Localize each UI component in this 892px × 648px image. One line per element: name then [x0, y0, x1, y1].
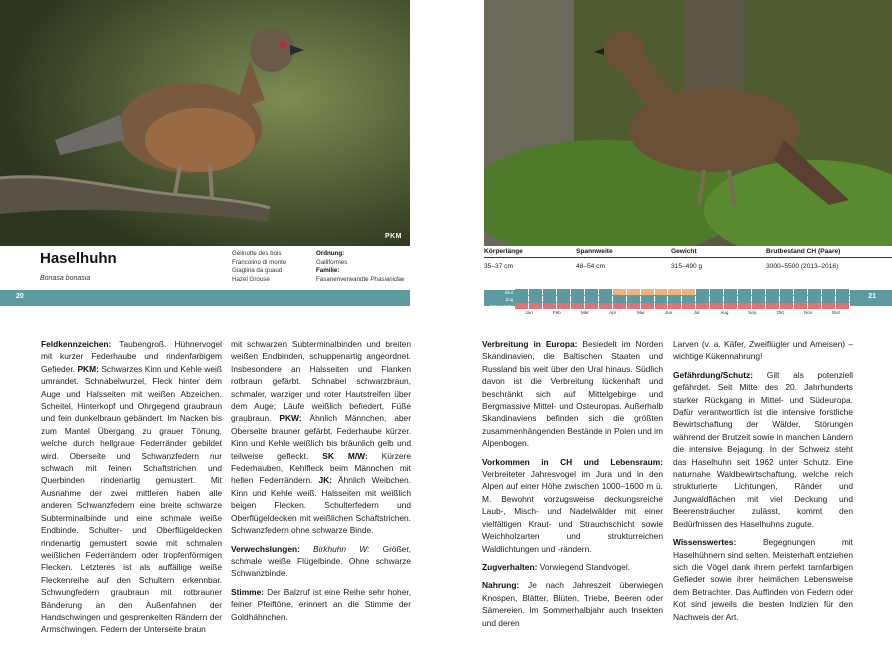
calendar-cell — [752, 289, 766, 295]
stats-value: 3000–5500 (2013–2016) — [766, 263, 839, 270]
calendar-cell — [655, 303, 669, 309]
calendar-month: Apr — [609, 310, 617, 315]
calendar-cell — [696, 303, 710, 309]
calendar-cell — [682, 289, 696, 295]
calendar-row-brut — [484, 289, 850, 295]
calendar-cell — [780, 303, 794, 309]
calendar-cell — [543, 303, 557, 309]
paragraph-label: Zugverhalten: — [482, 561, 538, 572]
calendar-cell — [794, 296, 808, 302]
calendar-cell — [696, 296, 710, 302]
paragraph-text: Taubengroß. Hühnervogel mit kurzer Federhaube und rindenfarbigem Gefieder. — [41, 339, 222, 374]
calendar-month: Jan — [525, 310, 533, 315]
calendar-cell — [822, 289, 836, 295]
paragraph-text: Kürzere Federhauben, Kehlfleck beim Männchen mit hellen Federrändern. — [231, 450, 411, 486]
calendar-cell — [710, 303, 724, 309]
text-column-left-2 — [231, 338, 411, 629]
calendar-cell — [668, 289, 682, 295]
calendar-cell — [627, 289, 641, 295]
paragraph-text: Der Balzruf ist eine Reihe sehr hoher, feiner Pfeiftöne, erinnert an die Stimme der Goldhähnchen. — [231, 586, 411, 622]
calendar-cell — [571, 289, 585, 295]
calendar-cell — [515, 303, 529, 309]
calendar-cells — [515, 289, 850, 295]
stats-header: Spannweite — [576, 248, 613, 255]
calendar-cell — [836, 296, 850, 302]
calendar-month: Aug — [720, 310, 729, 315]
calendar-month: Sep — [748, 310, 757, 315]
paragraph-label: Feldkennzeichen: — [41, 339, 112, 349]
calendar-cell — [724, 303, 738, 309]
taxonomy-block — [316, 250, 404, 284]
paragraph — [482, 456, 663, 555]
text-column-right-2 — [673, 338, 853, 629]
bird-illustration — [0, 0, 410, 246]
stats-header: Gewicht — [671, 248, 697, 255]
calendar-cell — [585, 289, 599, 295]
species-latin-name: Bonasa bonasia — [40, 275, 91, 282]
stats-value: 48–54 cm — [576, 263, 605, 270]
calendar-cell — [599, 296, 613, 302]
calendar-cell — [655, 296, 669, 302]
paragraph-label: Gefährdung/Schutz: — [673, 369, 754, 380]
calendar-cell — [557, 296, 571, 302]
paragraph-text: mit schwarzen Subterminalbinden und breiten weißen Endbinden, schuppenartig angeordnet. Insbesondere an Halsseiten und Flanken rotbraun gefärbt. Schnabel schwarzbraun, schmaler, warziger und roter Hautstreifen über dem Auge; Läufe weißlich befiedert, Füße graubraun. — [231, 339, 411, 424]
paragraph-text: Gilt als potenziell gefährdet. Seit Mitte des 20. Jahrhunderts starker Rückgang in Mittel- und Südeuropa. Dafür verantwortlich ist die intensive forstliche Bewirtschaftung der Wälder, Störungen während der Brutzeit sowie in manchen Ländern die intensive Bejagung. In der Schweiz steht das Haselhuhn seit 1962 unter Schutz. Eine naturnahe Waldbewirtschaftung, welche reich strukturierte Lichtungen, Ränder und Jungwaldflächen mit viel Deckung und Beerensträucher zulässt, kommt den Bedürfnissen des Haselhuhns zugute. — [673, 369, 853, 529]
paragraph — [673, 338, 853, 363]
calendar-cell — [752, 296, 766, 302]
paragraph-text: Ähnlich Weibchen. Kinn und Kehle weiß. Halsseiten mit weißlich beigen Flecken. Schulterfedern und Oberflügeldecken mit weißlichen Schaftstrichen. Schwanzfedern ohne schwarze Binde. — [231, 475, 411, 536]
calendar-cell — [738, 303, 752, 309]
paragraph-label: Verwechslungen: — [231, 543, 300, 554]
paragraph-text: Schwarzes Kinn und Kehle weiß umrandet. Schnabelwurzel, Fleck hinter dem Auge und Halsseiten mit weißen Abzeichen. Scheitel, Hinterkopf und Ohrgegend graubraun und fein dunkelbraun gebändert. Im Nacken bis zum Mantel Übergang zu grauer Tönung, welche durch hellgraue Federränder gebildet wird. Oberseite und Schwanzfedern nur schwach mit feinen Schaftstrichen und Querbinden rindenartig gemustert. Mit Ausnahme der zwei mittleren haben alle anderen Schwanzfedern eine breite schwarze Subterminalbinde und eine schmale weiße Endbinde. Schulter- und Oberflügeldecken rindenartig gemustert sowie mit schmalen weißlichen Federrändern oder tropfenförmigen Flecken. Letzteres ist als auffällige weiße Fleckenreihe auf den Schultern erkennbar. Schwungfedern graubraun mit rotbrauner Bänderung an den Außenfahnen der Handschwingen und gesprenkelten Rändern der Armschwingen. Federn der Unterseite braun — [41, 363, 222, 635]
calendar-cell — [822, 296, 836, 302]
calendar-cell — [599, 289, 613, 295]
paragraph — [41, 338, 222, 636]
paragraph — [673, 536, 853, 623]
vernacular-name: Hazel Grouse — [232, 275, 270, 283]
calendar-cell — [808, 289, 822, 295]
paragraph-label: PKW: — [279, 413, 302, 424]
calendar-cell — [627, 303, 641, 309]
paragraph-label: Verbreitung in Europa: — [482, 339, 578, 349]
calendar-cell — [766, 303, 780, 309]
paragraph-text: Verbreiteter Jahresvogel im Jura und in den Alpen auf einer Höhe zwischen 1000–1600 m ü. M. Bewohnt vorzugsweise deckungsreiche Laub-, Misch- und Nadelwälder mit einer vielfältigen Kraut- und Strauchschicht sowie Weichholzarten und strukturreichen Waldlichtungen und -rändern. — [482, 469, 663, 554]
text-column-left-1 — [41, 338, 222, 642]
phenology-calendar — [484, 289, 850, 315]
paragraph — [482, 579, 663, 629]
calendar-month: Mär — [580, 310, 589, 315]
calendar-cell — [613, 303, 627, 309]
paragraph — [231, 338, 411, 537]
species-reference: Birkhuhn W: — [313, 543, 370, 554]
paragraph-text: Je nach Jahreszeit überwiegen Knospen, Blätter, Blüten, Triebe, Beeren oder Sämereien. Im Sommerhalbjahr auch Insekten und deren — [482, 580, 663, 628]
calendar-cell — [641, 289, 655, 295]
species-title: Haselhuhn — [40, 250, 117, 267]
calendar-cell — [766, 296, 780, 302]
calendar-cell — [641, 303, 655, 309]
bird-illustration — [484, 0, 892, 246]
page-number-left: 20 — [16, 293, 24, 300]
calendar-cell — [613, 296, 627, 302]
calendar-cells — [515, 296, 850, 302]
calendar-months — [515, 310, 850, 315]
calendar-cell — [794, 303, 808, 309]
paragraph-text: Ähnlich Männchen, aber Oberseite brauner gefärbt. Federhaube kürzer. Kinn und Kehle weißlich bis bräunlich gelb und teilweise gefleckt. — [231, 413, 411, 461]
calendar-cell — [822, 303, 836, 309]
stats-header: Körperlänge — [484, 248, 523, 255]
photo-hazel-grouse-female — [484, 0, 892, 246]
vernacular-name: Gélinotte des bois — [232, 250, 282, 257]
stats-header: Brutbestand CH (Paare) — [766, 248, 841, 255]
stats-value: 35–37 cm — [484, 263, 513, 270]
calendar-cell — [724, 296, 738, 302]
calendar-row-label: Präsenz CH — [489, 303, 513, 309]
family-latin: Phasianidae — [370, 275, 405, 283]
calendar-month: Nov — [804, 310, 813, 315]
calendar-cell — [668, 296, 682, 302]
paragraph-label: Wissenswertes: — [673, 537, 737, 548]
paragraph-label: SK M/W: — [322, 450, 368, 461]
calendar-cell — [571, 303, 585, 309]
stats-table — [484, 248, 892, 270]
page-number-right: 21 — [868, 293, 876, 300]
stats-header-row — [484, 248, 892, 258]
calendar-cell — [627, 296, 641, 302]
calendar-row-praesenz — [484, 303, 850, 309]
calendar-month: Jun — [664, 310, 673, 315]
paragraph-text: Besiedelt im Norden Skandinavien, die Baltischen Staaten und Russland bis weit über den Ural hinaus. Südlich davon ist die Verbreitung lückenhaft und beschränkt sich auf Mittelgebirge und Bergmassive Mittel- und Osteuropas. Außerhalb Skandinaviens befinden sich die größten zusammenhängenden Bestände in Polen und im Alpenbogen. — [482, 339, 663, 449]
calendar-cell — [641, 296, 655, 302]
calendar-cell — [585, 296, 599, 302]
calendar-cell — [571, 296, 585, 302]
calendar-cell — [794, 289, 808, 295]
calendar-month: Mai — [636, 310, 645, 315]
calendar-row-label: Brut — [505, 289, 513, 295]
calendar-cell — [529, 303, 543, 309]
stats-value-row — [484, 258, 892, 270]
paragraph-label: Nahrung: — [482, 580, 520, 591]
stats-value: 315–490 g — [671, 263, 703, 270]
paragraph — [231, 543, 411, 580]
order-label: Ordnung: — [316, 250, 345, 257]
page-band-left — [0, 290, 410, 306]
paragraph-text: Begegnungen mit Haselhühnern sind selten. Meisterhaft entziehen sich die Vögel dank ihrem perfekt tarnfarbigen Gefieder sowie ihrer heimlichen Lebensweise dem Betrachter. Das Auffinden von Federn oder Kot sind jeweils die besten Indizien für den Nachweis der Art. — [673, 537, 853, 622]
calendar-row-label: Zug — [505, 296, 513, 302]
calendar-cell — [696, 289, 710, 295]
calendar-cell — [529, 289, 543, 295]
calendar-cell — [668, 303, 682, 309]
calendar-cell — [836, 303, 850, 309]
calendar-cell — [836, 289, 850, 295]
family-label: Familie: — [316, 267, 340, 274]
paragraph-label: Vorkommen in CH und Lebensraum: — [482, 456, 663, 467]
calendar-cell — [724, 289, 738, 295]
photo-hazel-grouse-male — [0, 0, 410, 246]
vernacular-name: Francolino di monte — [232, 258, 287, 266]
paragraph — [482, 338, 663, 450]
calendar-cell — [585, 303, 599, 309]
calendar-cell — [529, 296, 543, 302]
text-column-right-1 — [482, 338, 663, 635]
calendar-cell — [738, 289, 752, 295]
order-value: Galliformes — [316, 258, 348, 266]
calendar-cell — [808, 296, 822, 302]
calendar-month: Okt — [776, 310, 784, 315]
paragraph — [673, 369, 853, 530]
calendar-month: Feb — [552, 310, 561, 315]
calendar-cell — [613, 289, 627, 295]
calendar-cell — [557, 289, 571, 295]
calendar-cell — [710, 289, 724, 295]
calendar-cell — [766, 289, 780, 295]
calendar-cell — [780, 289, 794, 295]
calendar-month: Dez — [832, 310, 841, 315]
calendar-cell — [710, 296, 724, 302]
paragraph — [482, 561, 663, 573]
calendar-cells — [515, 303, 850, 309]
calendar-cell — [738, 296, 752, 302]
calendar-month: Jul — [693, 310, 700, 315]
paragraph-text: Größer, schmale weiße Flügelbinde. Ohne schwarze Schwanzbinde. — [231, 543, 411, 579]
photo-credit: PKM — [384, 233, 402, 240]
calendar-cell — [515, 296, 529, 302]
calendar-cell — [543, 289, 557, 295]
paragraph — [231, 586, 411, 623]
calendar-cell — [682, 296, 696, 302]
calendar-cell — [599, 303, 613, 309]
calendar-cell — [655, 289, 669, 295]
family-value: Fasanenverwandte — [316, 275, 369, 283]
vernacular-names — [232, 250, 286, 284]
paragraph-text: Larven (v. a. Käfer, Zweiflügler und Ameisen) – wichtige Kükennahrung! — [673, 339, 853, 362]
calendar-cell — [543, 296, 557, 302]
paragraph-label: Stimme: — [231, 586, 265, 597]
calendar-cell — [682, 303, 696, 309]
paragraph-label: PKM: — [77, 363, 99, 374]
paragraph-text: Vorwiegend Standvogel. — [537, 561, 631, 572]
vernacular-name: Giaglina da guaud — [232, 267, 283, 274]
calendar-cell — [752, 303, 766, 309]
paragraph-label: JK: — [318, 475, 333, 486]
calendar-cell — [515, 289, 529, 295]
calendar-cell — [808, 303, 822, 309]
calendar-cell — [557, 303, 571, 309]
calendar-cell — [780, 296, 794, 302]
calendar-row-zug — [484, 296, 850, 302]
